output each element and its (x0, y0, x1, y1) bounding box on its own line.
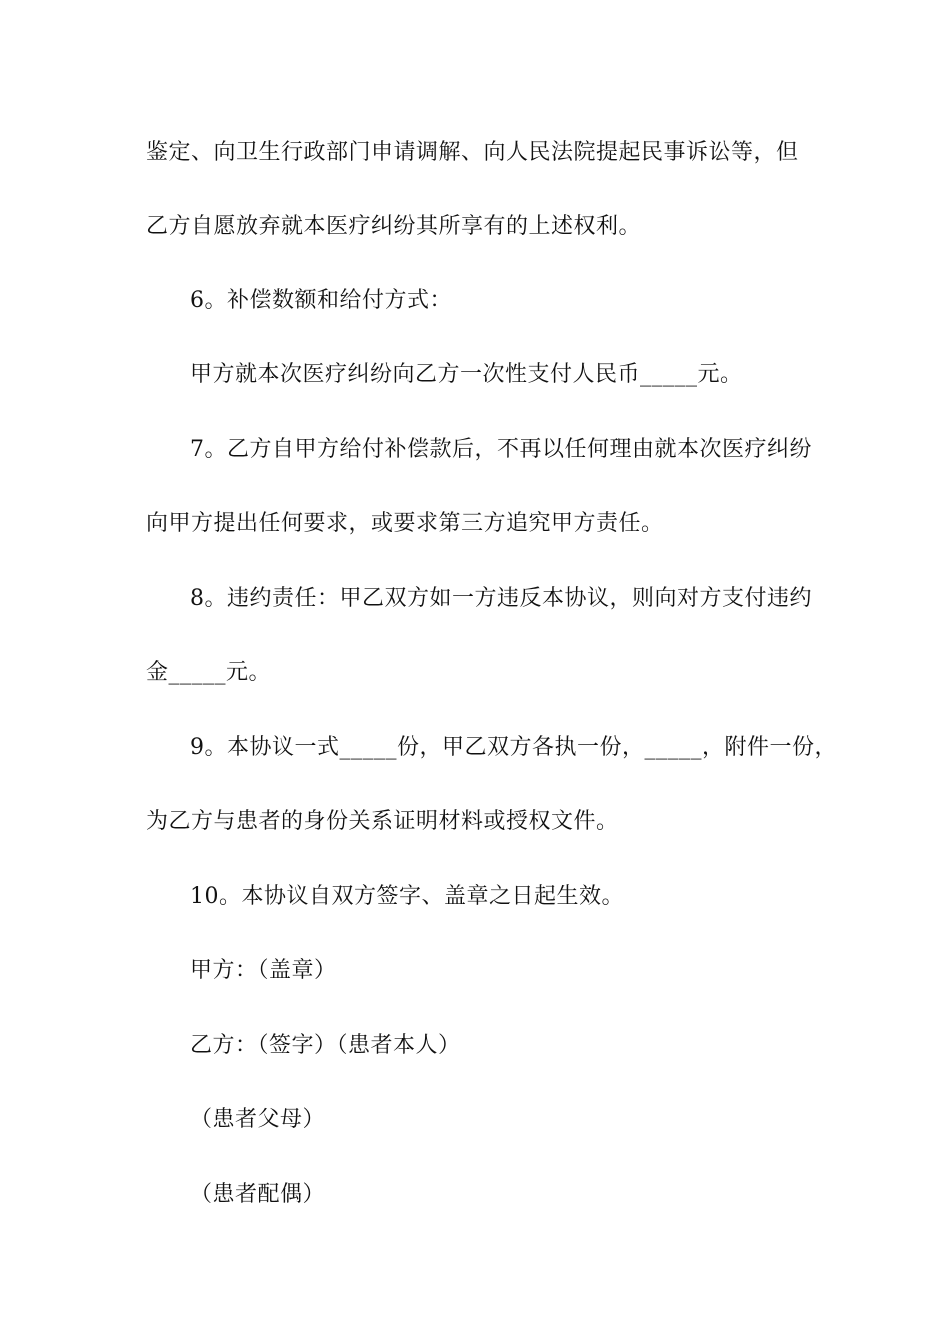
clause-8-line-1: 8。违约责任：甲乙双方如一方违反本协议，则向对方支付违约 (190, 586, 812, 611)
paragraph-5-continued-line-2: 乙方自愿放弃就本医疗纠纷其所享有的上述权利。 (146, 214, 642, 239)
party-b-parents: （患者父母） (190, 1107, 326, 1132)
clause-7-line-1: 7。乙方自甲方给付补偿款后，不再以任何理由就本次医疗纠纷 (190, 437, 812, 462)
clause-8-line-2: 金_____元。 (146, 660, 272, 685)
clause-9-line-1: 9。本协议一式_____份，甲乙双方各执一份，_____，附件一份， (190, 735, 837, 760)
clause-10: 10。本协议自双方签字、盖章之日起生效。 (190, 884, 624, 909)
paragraph-5-continued-line-1: 鉴定、向卫生行政部门申请调解、向人民法院提起民事诉讼等，但 (146, 140, 799, 165)
clause-7-line-2: 向甲方提出任何要求，或要求第三方追究甲方责任。 (146, 511, 664, 536)
party-b-signature: 乙方：（签字）（患者本人） (190, 1033, 461, 1058)
clause-6-heading: 6。补偿数额和给付方式： (190, 288, 452, 313)
clause-6-amount: 甲方就本次医疗纠纷向乙方一次性支付人民币_____元。 (190, 362, 743, 387)
party-a-signature: 甲方：（盖章） (190, 958, 337, 983)
clause-9-line-2: 为乙方与患者的身份关系证明材料或授权文件。 (146, 809, 619, 834)
party-b-spouse: （患者配偶） (190, 1182, 326, 1207)
